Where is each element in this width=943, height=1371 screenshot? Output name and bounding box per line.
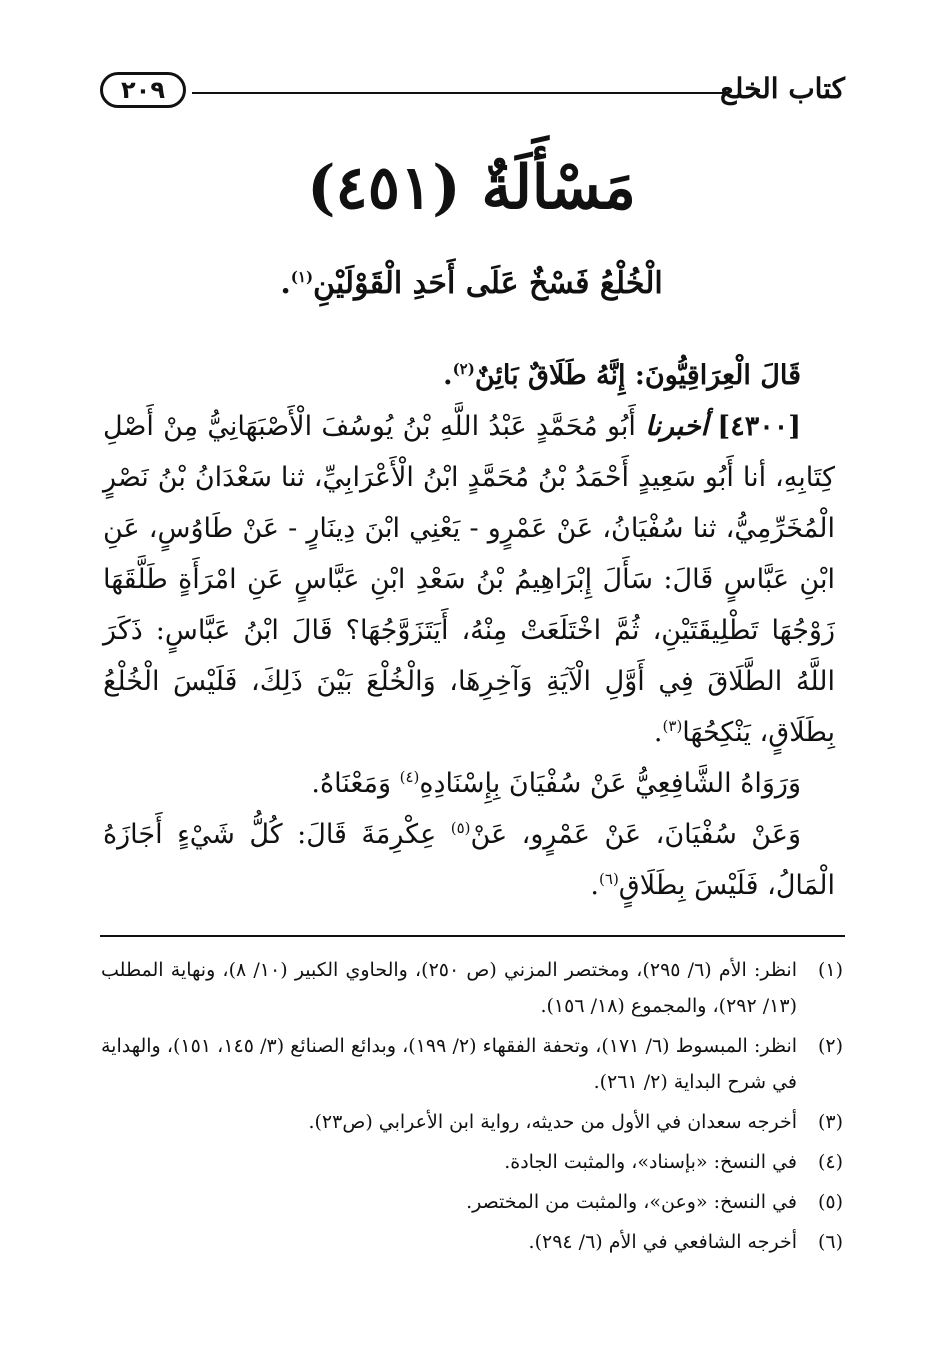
subtitle-end: . bbox=[280, 266, 291, 301]
iraqi-view-paragraph bbox=[103, 350, 835, 401]
hadith-number: [٤٣٠٠] bbox=[717, 411, 801, 442]
footnote-text: في النسخ: «بإسناد»، والمثبت الجادة. bbox=[504, 1151, 797, 1173]
footnote-marker: (١) bbox=[290, 268, 314, 286]
chapter-title: مَسْأَلَةٌ (٤٥١) bbox=[307, 153, 636, 223]
footnote-number: (٢) bbox=[817, 1035, 843, 1057]
footnote-item bbox=[101, 1104, 843, 1140]
footnote-marker: (٣) bbox=[662, 717, 683, 735]
footnote-text: أخرجه الشافعي في الأم (٦/ ٢٩٤). bbox=[528, 1231, 797, 1253]
ikrima-text-a: وَعَنْ سُفْيَانَ، عَنْ عَمْرٍو، عَنْ bbox=[470, 819, 801, 850]
shafii-text: وَرَوَاهُ الشَّافِعِيُّ عَنْ سُفْيَانَ بِإِسْنَادِهِ bbox=[419, 768, 801, 799]
footnote-number: (٥) bbox=[817, 1191, 843, 1213]
footnote-item bbox=[101, 1144, 843, 1180]
ikrima-text-b: عِكْرِمَةَ قَالَ: كُلُّ شَيْءٍ أَجَازَهُ الْمَالُ، فَلَيْسَ بِطَلَاقٍ bbox=[103, 819, 835, 901]
ikrima-end: . bbox=[590, 870, 600, 901]
footnote-item bbox=[101, 1028, 843, 1100]
iraqi-view-text: قَالَ الْعِرَاقِيُّونَ: إِنَّهُ طَلَاقٌ بَائِنٌ bbox=[474, 360, 801, 391]
hadith-end: . bbox=[653, 717, 663, 748]
footnote-text: انظر: الأم (٦/ ٢٩٥)، ومختصر المزني (ص ٢٥٠)، والحاوي الكبير (١٠/ ٨)، ونهاية المطلب (١٣/ ٢٩٢)، والمجموع (١٨/ ١٥٦). bbox=[101, 959, 797, 1017]
footnote-text: انظر: المبسوط (٦/ ١٧١)، وتحفة الفقهاء (٢/ ١٩٩)، وبدائع الصنائع (٣/ ١٤٥، ١٥١)، والهداية في شرح البداية (٢/ ٢٦١). bbox=[101, 1035, 798, 1093]
footnote-item bbox=[101, 952, 843, 1024]
footnotes bbox=[101, 952, 843, 1264]
footnote-marker: (٢) bbox=[452, 360, 475, 378]
footnote-number: (٤) bbox=[817, 1151, 843, 1173]
page-number: ٢٠٩ bbox=[100, 72, 186, 108]
shafii-end: وَمَعْنَاهُ. bbox=[311, 768, 400, 799]
running-header bbox=[100, 70, 845, 114]
footnote-marker: (٤) bbox=[399, 768, 420, 786]
main-text bbox=[103, 350, 835, 911]
footnote-text: في النسخ: «وعن»، والمثبت من المختصر. bbox=[466, 1191, 797, 1213]
subtitle-text: الْخُلْعُ فَسْخٌ عَلَى أَحَدِ الْقَوْلَيْنِ bbox=[313, 266, 663, 301]
footnote-text: أخرجه سعدان في الأول من حديثه، رواية ابن الأعرابي (ص٢٣). bbox=[308, 1111, 797, 1133]
footnote-rule bbox=[100, 935, 845, 937]
footnote-number: (١) bbox=[817, 959, 843, 981]
book-title: كتاب الخلع bbox=[720, 72, 845, 105]
footnote-number: (٦) bbox=[817, 1231, 843, 1253]
hadith-paragraph bbox=[103, 401, 835, 758]
header-rule bbox=[192, 92, 727, 94]
chapter-subtitle bbox=[0, 262, 943, 306]
akhbarana-label: أخبرنا bbox=[645, 411, 709, 442]
ikrima-paragraph bbox=[103, 809, 835, 911]
footnote-number: (٣) bbox=[817, 1111, 843, 1133]
iraqi-view-end: . bbox=[443, 360, 453, 391]
footnote-marker: (٥) bbox=[450, 819, 471, 837]
hadith-text: أَبُو مُحَمَّدٍ عَبْدُ اللَّهِ بْنُ يُوسُفَ الْأَصْبَهَانِيُّ مِنْ أَصْلِ كِتَابِهِ، أنا أَبُو سَعِيدٍ أَحْمَدُ بْنُ مُحَمَّدٍ ابْنُ الْأَعْرَابِيِّ، ثنا سَعْدَانُ بْنُ نَصْرٍ الْمُخَرِّمِيُّ، ثنا سُفْيَانُ، عَنْ عَمْرٍو - يَعْنِي ابْنَ دِينَارٍ - عَنْ طَاوُسٍ، عَنِ ابْنِ عَبَّاسٍ قَالَ: سَأَلَ إِبْرَاهِيمُ بْنُ سَعْدِ ابْنِ عَبَّاسٍ عَنِ امْرَأَةٍ طَلَّقَهَا زَوْجُهَا تَطْلِيقَتَيْنِ، ثُمَّ اخْتَلَعَتْ مِنْهُ، أَيَتَزَوَّجُهَا؟ قَالَ ابْنُ عَبَّاسٍ: ذَكَرَ اللَّهُ الطَّلَاقَ فِي أَوَّلِ الْآيَةِ وَآخِرِهَا، وَالْخُلْعَ بَيْنَ ذَلِكَ، فَلَيْسَ الْخُلْعُ بِطَلَاقٍ، يَنْكِحُهَا bbox=[103, 411, 835, 748]
footnote-item bbox=[101, 1184, 843, 1220]
shafii-paragraph bbox=[103, 758, 835, 809]
footnote-marker: (٦) bbox=[599, 870, 619, 888]
footnote-item bbox=[101, 1224, 843, 1260]
